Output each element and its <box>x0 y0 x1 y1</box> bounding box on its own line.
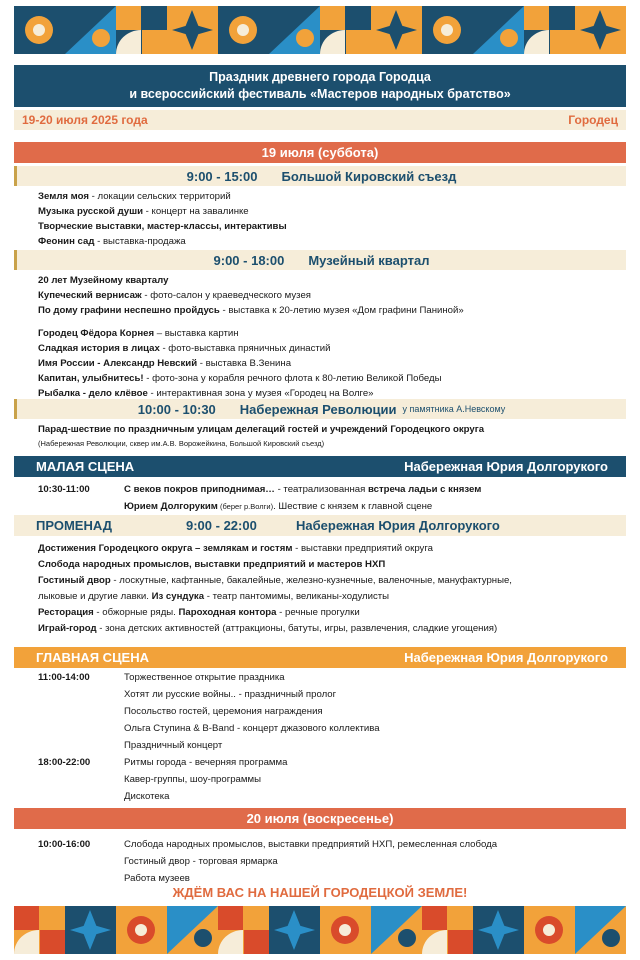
list-item <box>38 589 618 605</box>
item-title: Ресторация <box>38 607 94 618</box>
item-desc: - театр пантомимы, великаны-ходулисты <box>204 591 390 602</box>
item-desc: - выставка к 20-летию музея «Дом графини Паниной» <box>219 305 464 316</box>
block1-time: 9:00 - 15:00 <box>186 168 258 184</box>
schedule-row <box>38 720 618 737</box>
block2-place: Музейный квартал <box>308 252 430 268</box>
item-title: Из сундука <box>151 591 205 602</box>
day2-schedule <box>38 836 618 887</box>
schedule-time <box>38 720 124 737</box>
item-title: Сладкая история в лицах <box>38 343 160 354</box>
list-item <box>38 341 618 356</box>
item-desc: - фото-салон у краеведческого музея <box>141 290 311 301</box>
event-desc: - праздничный пролог <box>235 689 337 700</box>
small-stage-time: 10:30-11:00 <box>38 484 90 495</box>
event-desc: - торговая ярмарка <box>189 856 278 867</box>
ornament-tile-icon <box>116 6 167 54</box>
day2-header <box>14 808 626 829</box>
main-stage-place: Набережная Юрия Долгорукого <box>404 650 608 665</box>
ornament-tile-icon <box>65 906 116 954</box>
event-title <box>14 65 626 107</box>
block1-list <box>38 189 618 249</box>
ornament-tile-icon <box>575 6 626 54</box>
block3-note: у памятника А.Невскому <box>402 404 506 414</box>
small-stage-place: Набережная Юрия Долгорукого <box>404 459 608 474</box>
small-stage-ev1: С веков покров приподнимая… <box>124 484 275 495</box>
ornament-tile-icon <box>167 906 218 954</box>
small-stage-header <box>14 456 626 477</box>
item-title: Рыбалка - дело клёвое <box>38 388 148 399</box>
schedule-event <box>124 788 169 805</box>
event-title: Торжественное открытие праздника <box>124 672 285 683</box>
ornament-tile-icon <box>14 906 65 954</box>
item-title: Имя России - Александр Невский <box>38 358 198 369</box>
block1-header <box>14 166 626 186</box>
item-title: Феонин сад <box>38 236 95 247</box>
title-line-1: Праздник древнего города Городца <box>209 70 431 84</box>
schedule-time: 18:00-22:00 <box>38 757 91 768</box>
small-stage-row <box>38 481 618 498</box>
day1-header <box>14 142 626 163</box>
item-desc: - фото-зона у корабля речного флота к 80-летию Великой Победы <box>143 373 442 384</box>
list-item <box>38 605 618 621</box>
ornament-tile-icon <box>524 6 575 54</box>
ornament-tile-icon <box>524 906 575 954</box>
small-stage-row-2 <box>38 498 618 515</box>
parade-route: (Набережная Революции, сквер им.А.В. Ворожейкина, Большой Кировский съезд) <box>38 439 325 448</box>
item-desc: - речные прогулки <box>276 607 360 618</box>
item-title: Купеческий вернисаж <box>38 290 142 301</box>
small-stage-ev2: Юрием Долгоруким <box>124 501 218 512</box>
list-item <box>38 621 618 637</box>
schedule-time <box>38 788 124 805</box>
block1-place: Большой Кировский съезд <box>281 168 457 184</box>
item-desc: - выставка В.Зенина <box>197 358 292 369</box>
ornament-tile-icon <box>473 6 524 54</box>
ornament-border-top <box>14 6 626 54</box>
item-title: Достижения Городецкого округа – землякам и гостям <box>38 543 293 554</box>
ornament-tile-icon <box>422 6 473 54</box>
item-title: Гостиный двор <box>38 575 111 586</box>
block2-list <box>38 273 618 401</box>
ornament-tile-icon <box>320 6 371 54</box>
schedule-time <box>38 703 124 720</box>
schedule-event <box>124 686 336 703</box>
event-title: Хотят ли русские войны.. <box>124 689 236 700</box>
ornament-tile-icon <box>371 906 422 954</box>
small-stage-ev1-text: - театрализованная <box>274 484 368 495</box>
item-title: Земля моя <box>38 191 89 202</box>
ornament-tile-icon <box>218 906 269 954</box>
ornament-tile-icon <box>575 906 626 954</box>
schedule-row <box>38 853 618 870</box>
list-item <box>38 303 618 318</box>
item-title: Играй-город <box>38 623 97 634</box>
ornament-tile-icon <box>14 6 65 54</box>
promenade-time: 9:00 - 22:00 <box>186 518 257 533</box>
block3-place: Набережная Революции <box>239 401 397 417</box>
schedule-row <box>38 836 618 853</box>
schedule-row <box>38 703 618 720</box>
small-stage-ev2-text: . Шествие с князем к главной сцене <box>273 501 433 512</box>
schedule-event <box>124 771 261 788</box>
list-item <box>38 273 618 288</box>
schedule-event <box>124 703 323 720</box>
ornament-tile-icon <box>320 906 371 954</box>
item-title: 20 лет Музейному кварталу <box>38 275 169 286</box>
ornament-tile-icon <box>473 906 524 954</box>
list-item <box>38 356 618 371</box>
event-title: Слобода народных промыслов, выставки предприятий НХП, ремесленная слобода <box>124 839 498 850</box>
item-desc: лыковые и другие лавки. <box>38 591 152 602</box>
schedule-time <box>38 771 124 788</box>
event-title: Ритмы города - вечерняя программа <box>124 757 288 768</box>
block3-header <box>14 399 626 419</box>
schedule-time: 11:00-14:00 <box>38 672 90 683</box>
block2-time: 9:00 - 18:00 <box>213 252 285 268</box>
event-dates: 19-20 июля 2025 года <box>22 113 148 127</box>
event-title: Кавер-группы, шоу-программы <box>124 774 261 785</box>
event-title: Посольство гостей, церемония награждения <box>124 706 323 717</box>
ornament-tile-icon <box>218 6 269 54</box>
schedule-time <box>38 853 124 870</box>
block3-time: 10:00 - 10:30 <box>137 401 216 417</box>
schedule-event <box>124 720 380 737</box>
schedule-time <box>38 686 124 703</box>
schedule-event <box>124 669 285 686</box>
ornament-tile-icon <box>269 906 320 954</box>
event-title: Ольга Ступина & B-Band - концерт джазового коллектива <box>124 723 380 734</box>
parade-line: Парад-шествие по праздничным улицам делегаций гостей и учреждений Городецкого округа <box>38 424 485 435</box>
item-title: Слобода народных промыслов, выставки предприятий и мастеров НХП <box>38 559 386 570</box>
item-title: Капитан, улыбнитесь! <box>38 373 144 384</box>
event-title: Работа музеев <box>124 873 190 884</box>
ornament-tile-icon <box>167 6 218 54</box>
item-title: Городец Фёдора Корнея <box>38 328 155 339</box>
title-line-2: и всероссийский фестиваль «Мастеров народных братство» <box>129 87 511 101</box>
promenade-label: ПРОМЕНАД <box>36 518 112 533</box>
schedule-event <box>124 737 222 754</box>
ornament-tile-icon <box>371 6 422 54</box>
date-row <box>14 110 626 130</box>
schedule-event <box>124 853 278 870</box>
item-title: Пароходная контора <box>178 607 277 618</box>
item-title: Творческие выставки, мастер-классы, интерактивы <box>38 221 287 232</box>
block2-header <box>14 250 626 270</box>
item-desc: - обжорные ряды. <box>93 607 179 618</box>
item-desc: - концерт на завалинке <box>143 206 249 217</box>
small-stage-schedule <box>38 481 618 515</box>
schedule-row <box>38 788 618 805</box>
list-item <box>38 189 618 204</box>
item-desc: - локации сельских территорий <box>88 191 231 202</box>
list-item <box>38 204 618 219</box>
promenade-place: Набережная Юрия Долгорукого <box>296 518 500 533</box>
ornament-tile-icon <box>116 906 167 954</box>
schedule-row <box>38 669 618 686</box>
day2-label: 20 июля (воскресенье) <box>246 811 394 826</box>
main-stage-schedule <box>38 669 618 805</box>
item-title: Музыка русской души <box>38 206 144 217</box>
schedule-time: 10:00-16:00 <box>38 839 91 850</box>
item-desc: – выставка картин <box>154 328 239 339</box>
list-item <box>38 557 618 573</box>
small-stage-ev2-note: (берег р.Волги) <box>217 502 274 511</box>
list-item <box>38 234 618 249</box>
schedule-row <box>38 737 618 754</box>
ornament-tile-icon <box>65 6 116 54</box>
list-item <box>38 541 618 557</box>
schedule-row <box>38 771 618 788</box>
item-desc: - лоскутные, кафтанные, бакалейные, железно-кузнечные, валеночные, мануфактурные, <box>110 575 512 586</box>
list-item <box>38 371 618 386</box>
ornament-tile-icon <box>422 906 473 954</box>
event-title: Праздничный концерт <box>124 740 223 751</box>
ornament-border-bottom <box>14 906 626 954</box>
ornament-tile-icon <box>269 6 320 54</box>
schedule-row <box>38 754 618 771</box>
list-item <box>38 288 618 303</box>
promenade-list <box>38 541 618 637</box>
schedule-time <box>38 737 124 754</box>
small-stage-ev1-b2: встреча ладьи с князем <box>367 484 482 495</box>
list-item <box>38 573 618 589</box>
schedule-event <box>124 754 287 771</box>
closing-slogan: ЖДЁМ ВАС НА НАШЕЙ ГОРОДЕЦКОЙ ЗЕМЛЕ! <box>172 885 468 900</box>
day1-label: 19 июля (суббота) <box>261 145 379 160</box>
event-title: Дискотека <box>124 791 170 802</box>
schedule-event <box>124 836 497 853</box>
event-title: Гостиный двор <box>124 856 190 867</box>
main-stage-label: ГЛАВНАЯ СЦЕНА <box>36 650 150 665</box>
item-desc: - зона детских активностей (аттракционы, батуты, игры, развлечения, сладкие угощения) <box>96 623 498 634</box>
promenade-header <box>14 515 626 536</box>
item-desc: - интерактивная зона у музея «Городец на Волге» <box>147 388 374 399</box>
small-stage-label: МАЛАЯ СЦЕНА <box>36 459 135 474</box>
item-desc: - фото-выставка пряничных династий <box>159 343 331 354</box>
event-city: Городец <box>568 113 618 127</box>
list-item <box>38 326 618 341</box>
main-stage-header <box>14 647 626 668</box>
item-title: По дому графини неспешно пройдусь <box>38 305 220 316</box>
block3-text <box>38 422 618 450</box>
item-desc: - выставка-продажа <box>94 236 186 247</box>
item-desc: - выставки предприятий округа <box>292 543 433 554</box>
schedule-row <box>38 686 618 703</box>
list-item <box>38 219 618 234</box>
